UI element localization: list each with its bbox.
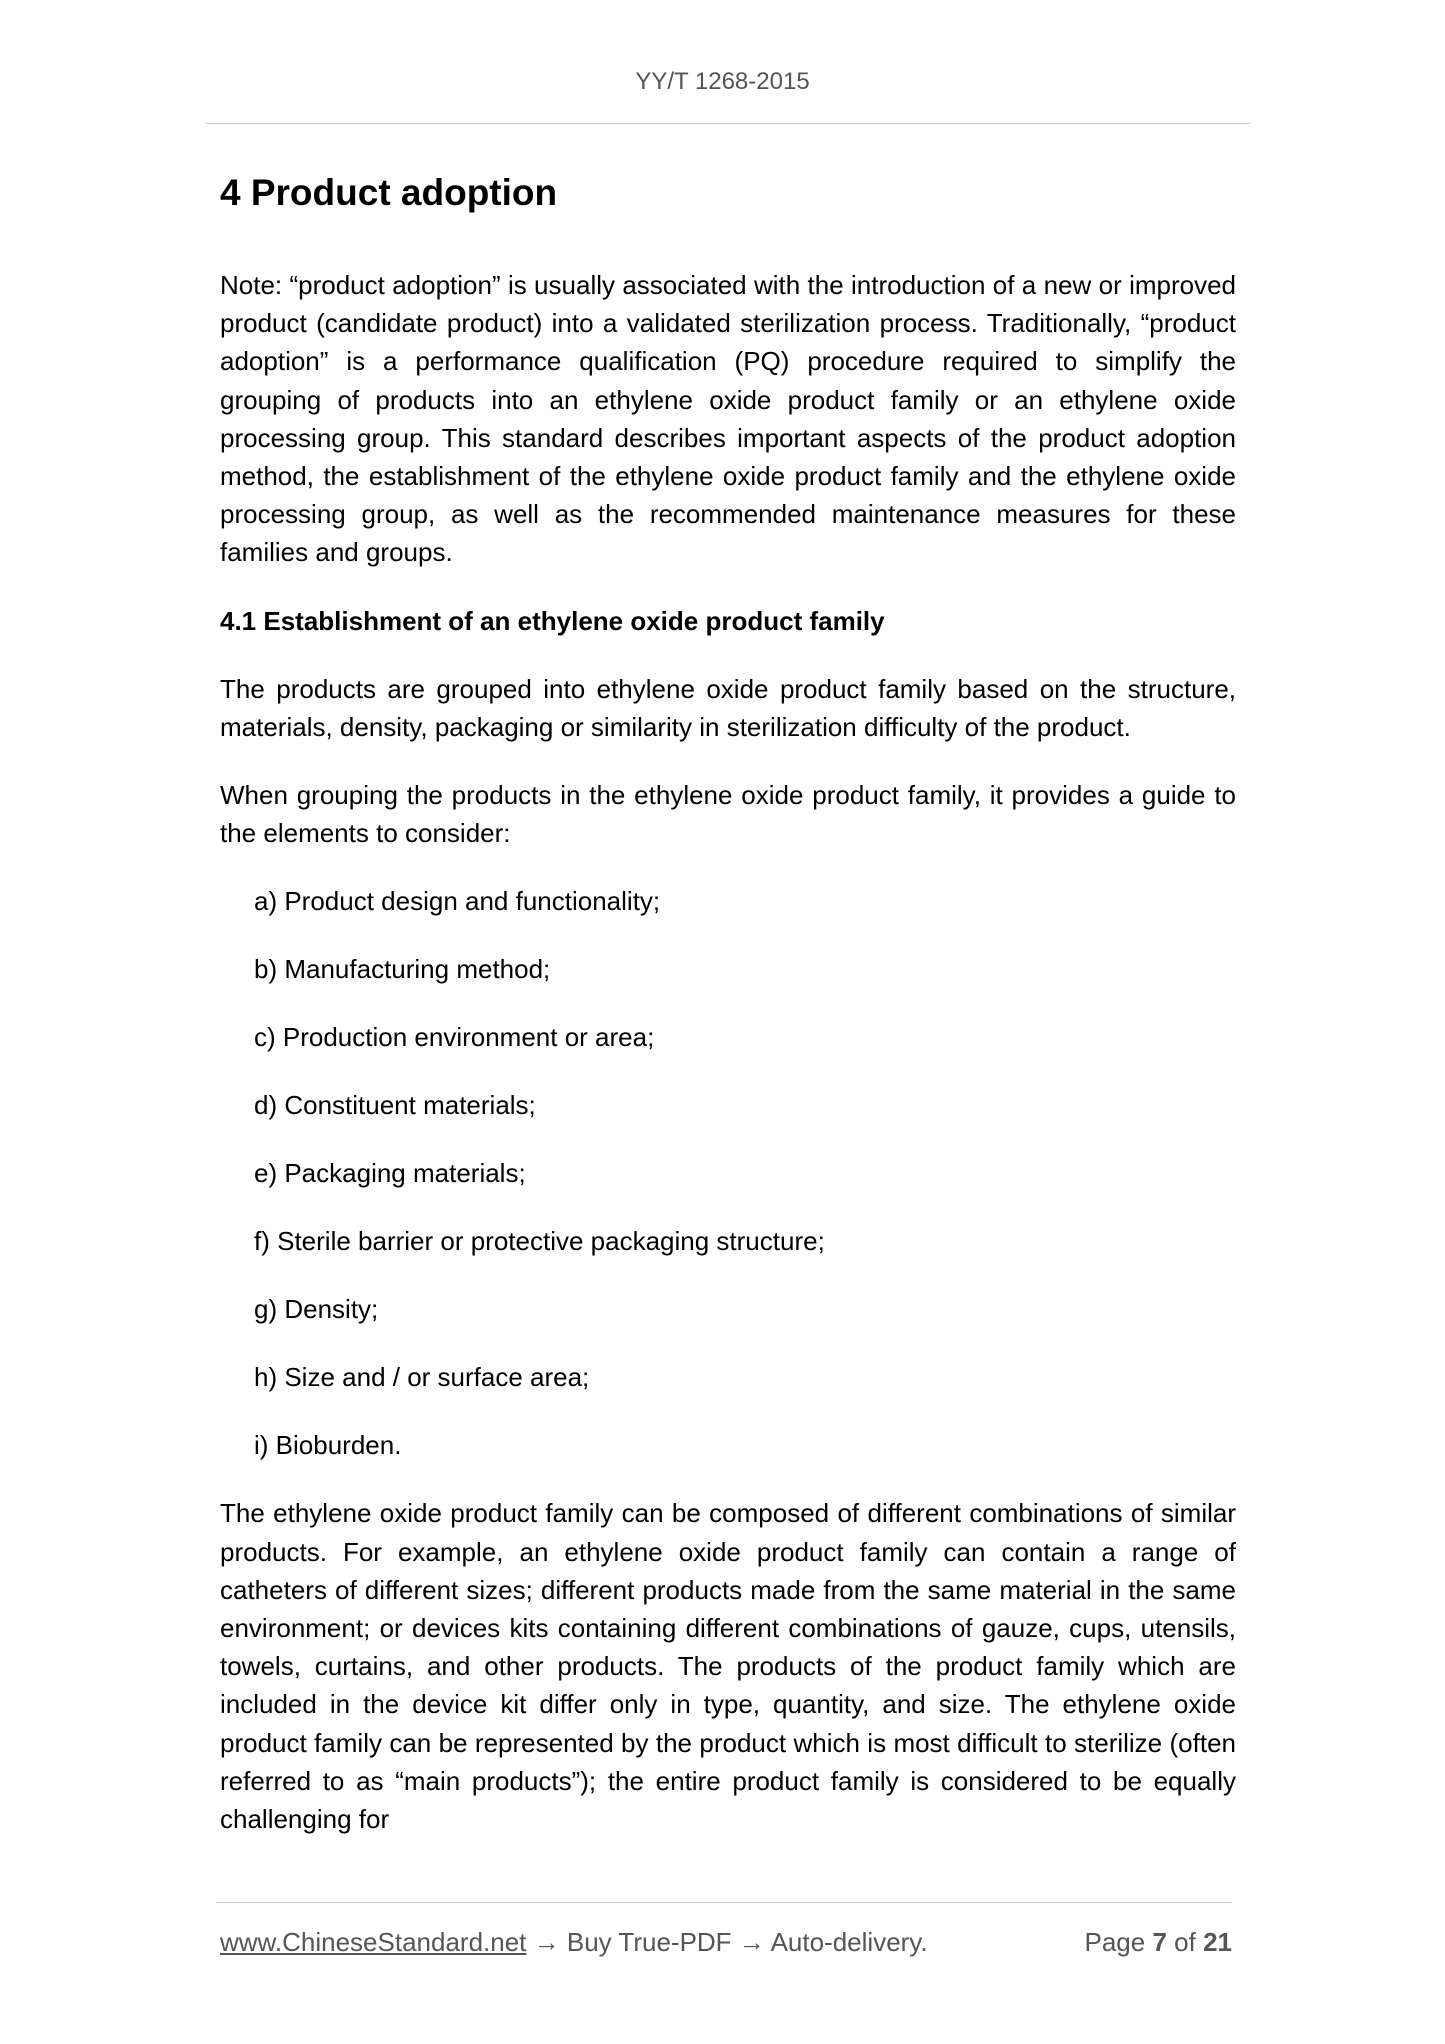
page-current: 7	[1152, 1927, 1167, 1957]
list-item: f) Sterile barrier or protective packaging structure;	[254, 1226, 825, 1257]
list-item: a) Product design and functionality;	[254, 886, 661, 917]
paragraph-grouping: The products are grouped into ethylene oxide product family based on the structure, materials, density, packaging or similarity in sterilization difficulty of the product.	[220, 673, 1236, 742]
page-content	[220, 168, 1236, 1868]
page-label: Page	[1084, 1927, 1146, 1957]
subsection-title: 4.1 Establishment of an ethylene oxide product family	[220, 605, 885, 636]
footer-tagline: → Buy True-PDF → Auto-delivery.	[526, 1927, 928, 1957]
website-link[interactable]: www.ChineseStandard.net	[220, 1927, 527, 1957]
elements-list	[220, 882, 1236, 1464]
footer-promo	[220, 1924, 928, 1960]
list-item: i) Bioburden.	[254, 1430, 402, 1461]
document-header: YY/T 1268-2015	[635, 68, 810, 95]
page-indicator	[1084, 1924, 1232, 1960]
paragraph-guide: When grouping the products in the ethylene oxide product family, it provides a guide to the elements to consider:	[220, 780, 1236, 849]
header-divider	[206, 123, 1250, 124]
list-item: d) Constituent materials;	[254, 1090, 536, 1121]
list-item: b) Manufacturing method;	[254, 954, 551, 985]
footer-divider	[216, 1902, 1232, 1903]
paragraph-family-composition: The ethylene oxide product family can be composed of different combinations of similar products. For example, an ethylene oxide product family can contain a range of catheters of different sizes; different products made from the same material in the same environment; or devices kits containing different combinations of gauze, cups, utensils, towels, curtains, and other products. The products of the product family which are included in the device kit differ only in type, quantity, and size. The ethylene oxide product family can be represented by the product which is most difficult to sterilize (often referred to as “main products”); the entire product family is considered to be equally challenging for	[220, 1498, 1236, 1835]
list-item: h) Size and / or surface area;	[254, 1362, 590, 1393]
list-item: g) Density;	[254, 1294, 379, 1325]
section-title: 4 Product adoption	[220, 172, 558, 213]
of-label: of	[1174, 1927, 1196, 1957]
page-total: 21	[1203, 1927, 1232, 1957]
section-note: Note: “product adoption” is usually associated with the introduction of a new or improved product (candidate product) into a validated sterilization process. Traditionally, “product adoption” is a performance qualification (PQ) procedure required to simplify the grouping of products into an ethylene oxide product family or an ethylene oxide processing group. This standard describes important aspects of the product adoption method, the establishment of the ethylene oxide product family and the ethylene oxide processing group, as well as the recommended maintenance measures for these families and groups.	[220, 270, 1236, 568]
list-item: e) Packaging materials;	[254, 1158, 526, 1189]
list-item: c) Production environment or area;	[254, 1022, 655, 1053]
